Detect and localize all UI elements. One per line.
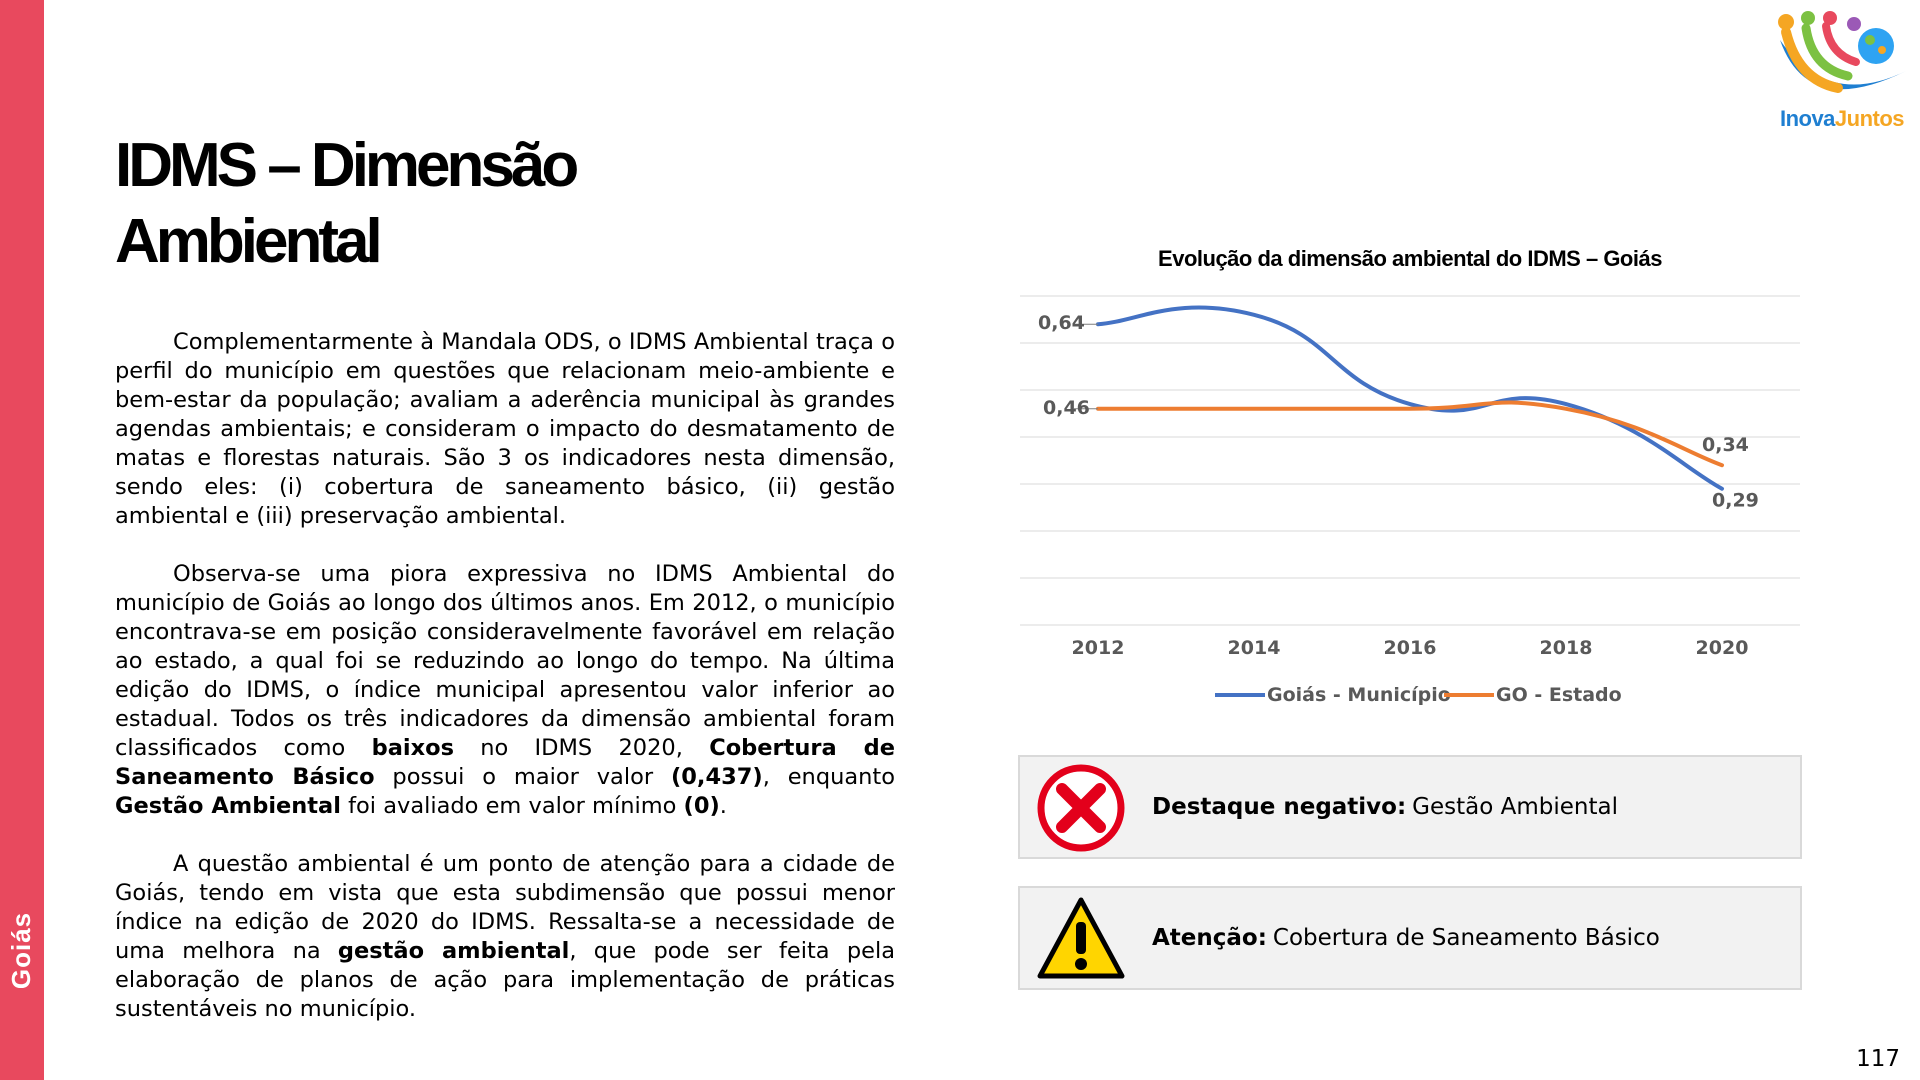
- attention-value: Cobertura de Saneamento Básico: [1272, 925, 1660, 951]
- negative-highlight-value: Gestão Ambiental: [1412, 794, 1618, 820]
- logo-wordmark: InovaJuntos: [1779, 106, 1905, 131]
- sidebar-label: [0, 905, 44, 995]
- attention-box: [1018, 886, 1802, 990]
- chart-title: Evolução da dimensão ambiental do IDMS – Goiás: [1158, 246, 1662, 271]
- legend-entry-1: Goiás - Município: [1267, 684, 1451, 706]
- legend-entry-2: GO - Estado: [1496, 684, 1622, 706]
- inovajuntos-logo: [1768, 10, 1916, 136]
- body-text: [115, 328, 895, 1053]
- title-line-2: Ambiental: [115, 207, 379, 276]
- page-number: 117: [1856, 1046, 1900, 1072]
- attention-label: Atenção:: [1152, 925, 1267, 951]
- paragraph-3: A questão ambiental é um ponto de atenção para a cidade de Goiás, tendo em vista que esta subdimensão que possui menor índice na edição de 2020 do IDMS. Ressalta-se a necessidade de uma melhora na gestão ambiental, que pode ser feita pela elaboração de planos de ação para implementação de práticas sustentáveis no município.: [115, 851, 896, 1022]
- idms-line-chart: [1000, 280, 1820, 720]
- x-tick-label: 2018: [1539, 637, 1593, 659]
- warning-icon: [1036, 894, 1126, 984]
- x-tick-label: 2016: [1383, 637, 1437, 659]
- negative-highlight-label: Destaque negativo:: [1152, 794, 1407, 820]
- data-label: 0,34: [1702, 434, 1749, 457]
- series-line-1: [1098, 307, 1722, 488]
- x-tick-label: 2014: [1227, 637, 1281, 659]
- x-tick-label: 2020: [1695, 637, 1749, 659]
- x-tick-label: 2012: [1071, 637, 1125, 659]
- data-label: 0,29: [1712, 489, 1759, 512]
- series-line-2: [1098, 403, 1722, 466]
- sidebar-label-text: Goiás: [6, 911, 37, 989]
- negative-highlight-text: [1152, 757, 1618, 857]
- red-x-icon: [1036, 763, 1126, 853]
- paragraph-1: Complementarmente à Mandala ODS, o IDMS Ambiental traça o perfil do município em questões que relacionam meio-ambiente e bem-estar da população; avaliam a aderência municipal às grandes agendas ambientais; e consideram o impacto do desmatamento de matas e florestas naturais. São 3 os indicadores nesta dimensão, sendo eles: (i) cobertura de saneamento básico, (ii) gestão ambiental e (iii) preservação ambiental.: [115, 329, 895, 529]
- data-label: 0,46: [1043, 396, 1090, 419]
- page-title: [115, 128, 815, 280]
- paragraph-2: Observa-se uma piora expressiva no IDMS Ambiental do município de Goiás ao longo dos últimos anos. Em 2012, o município encontrava-se em posição consideravelmente favorável em relação ao estado, a qual foi se reduzindo ao longo do tempo. Na última edição do IDMS, o índice municipal apresentou valor inferior ao estadual. Todos os três indicadores da dimensão ambiental foram classificados como baixos no IDMS 2020, Cobertura de Saneamento Básico possui o maior valor (0,437), enquanto Gestão Ambiental foi avaliado em valor mínimo (0).: [115, 561, 895, 819]
- data-label: 0,64: [1038, 312, 1085, 335]
- title-line-1: IDMS – Dimensão: [115, 131, 576, 200]
- attention-text: [1152, 888, 1660, 988]
- logo-graphic: [1768, 10, 1916, 110]
- negative-highlight-box: [1018, 755, 1802, 859]
